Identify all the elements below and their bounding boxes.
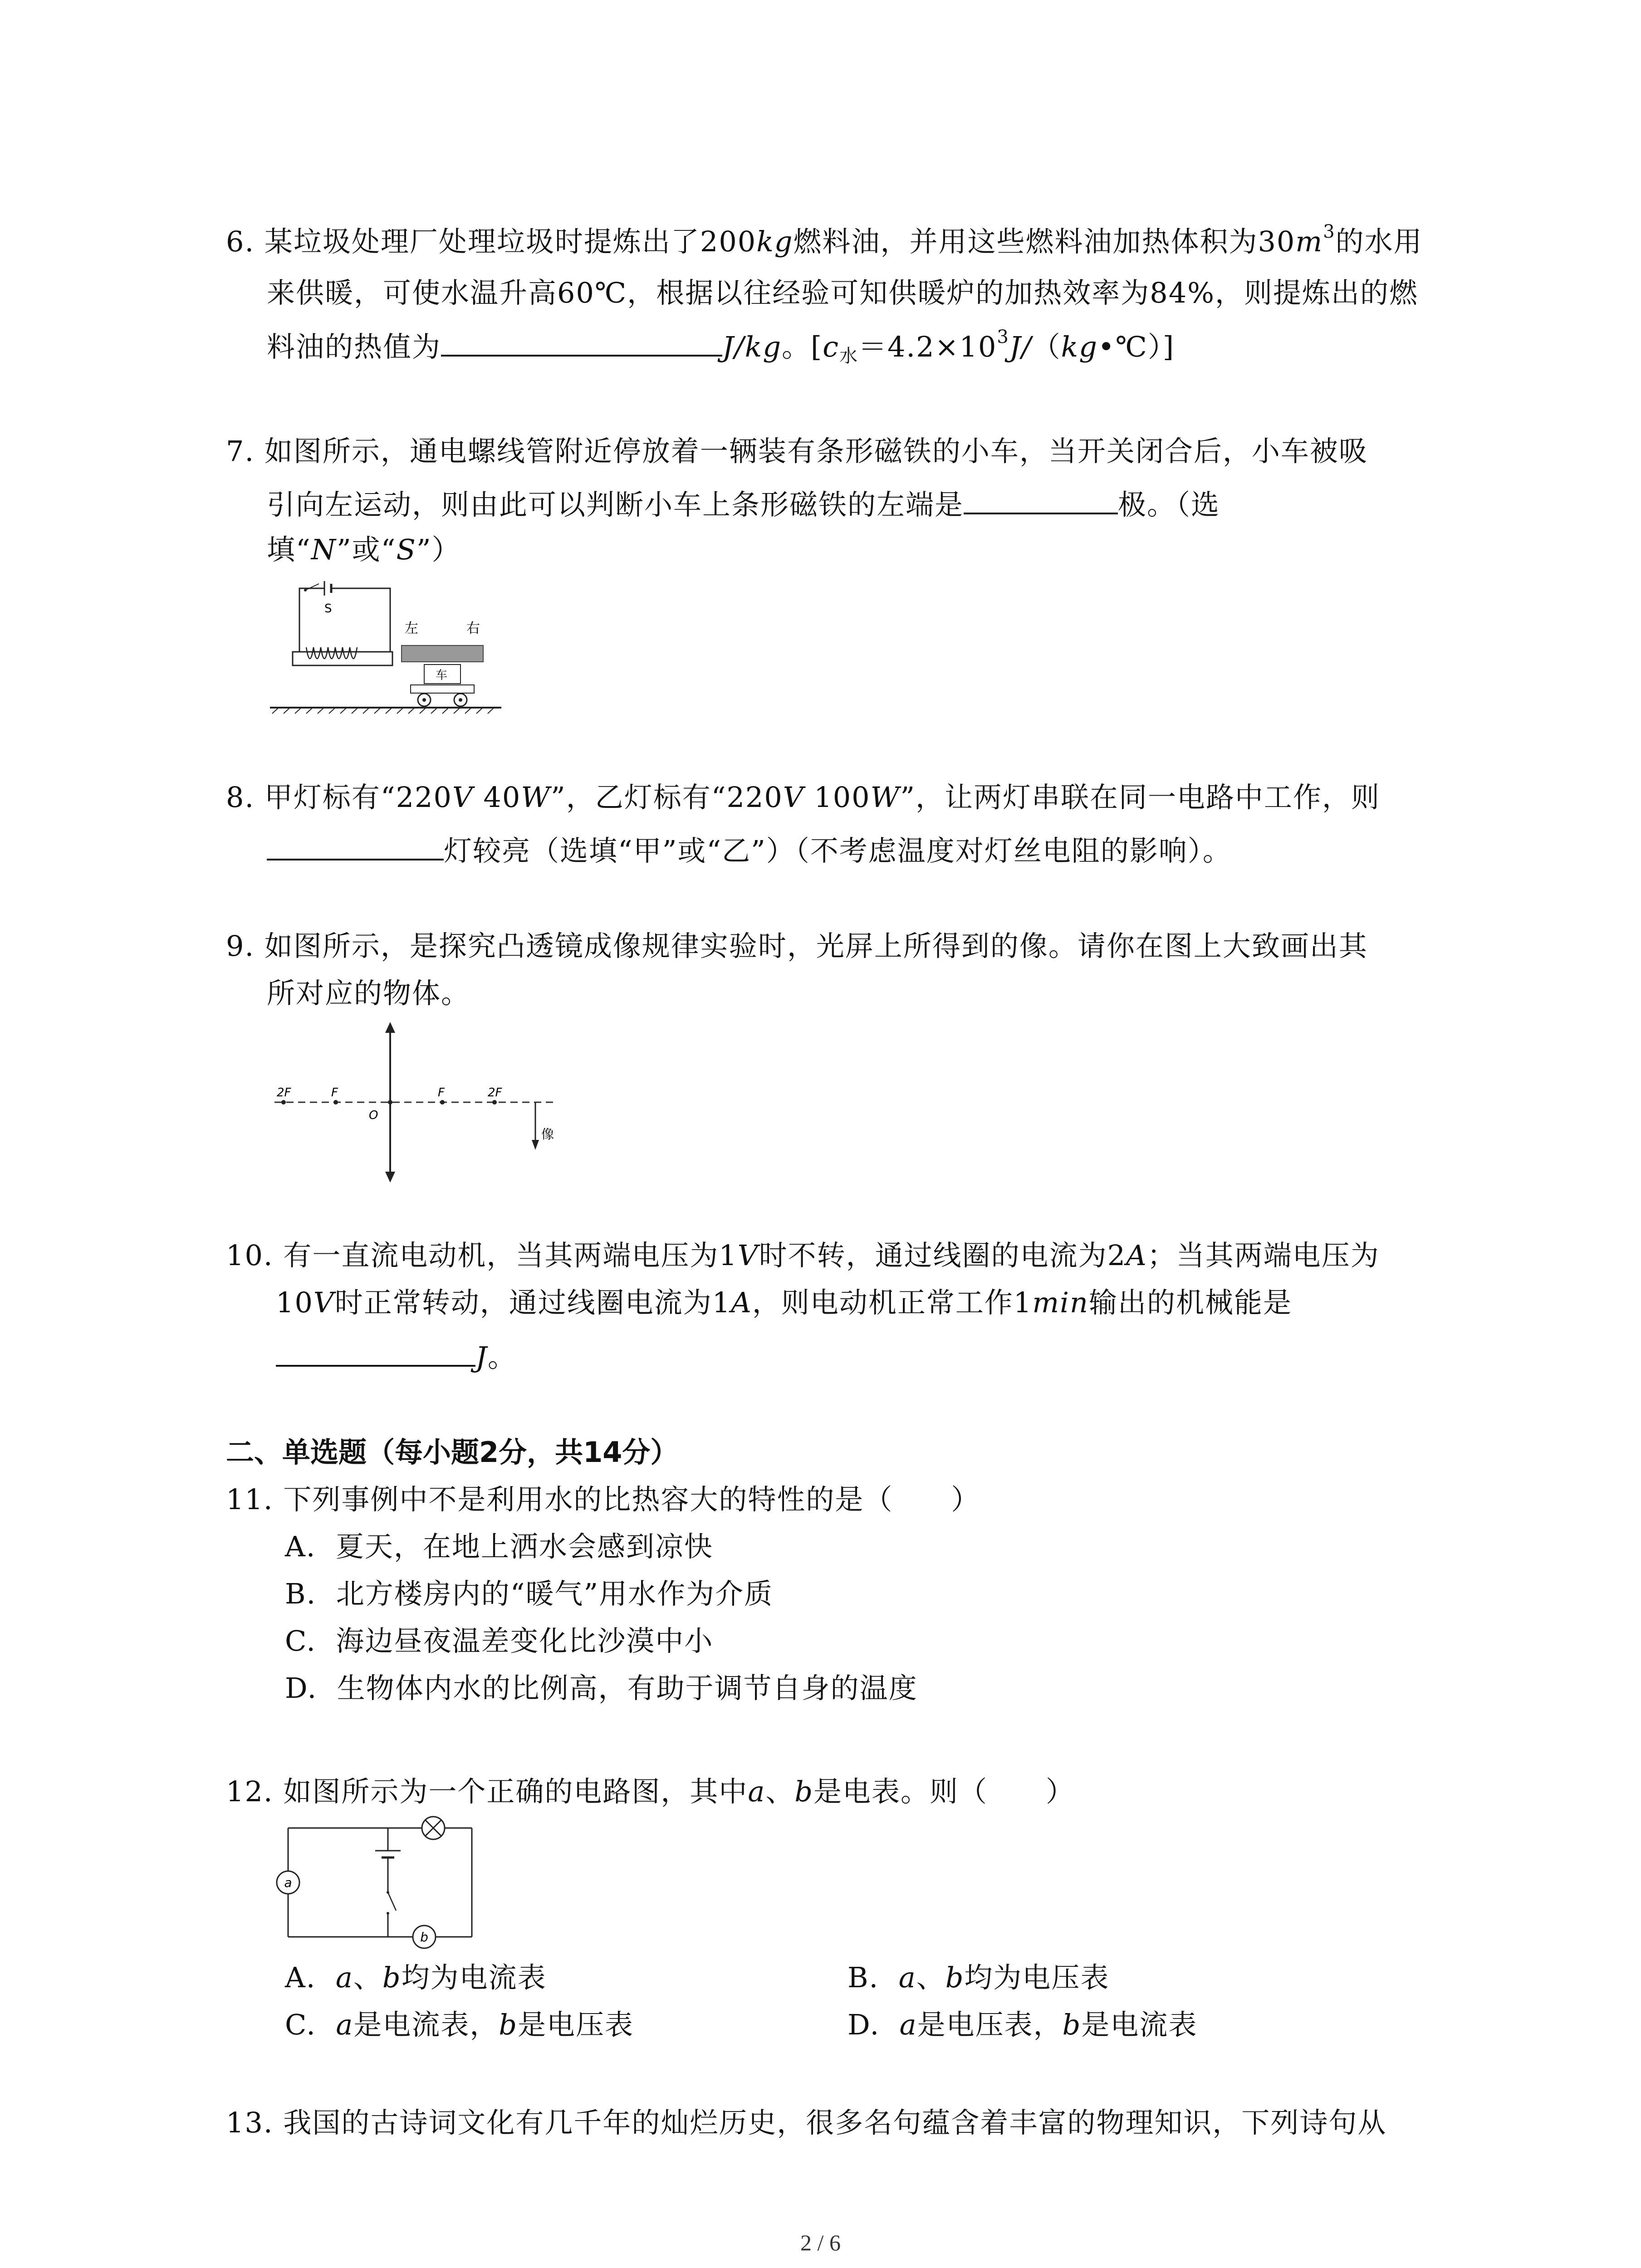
- q13-number: 13.: [226, 2106, 274, 2139]
- switch-label: S: [324, 602, 332, 616]
- answer-blank[interactable]: [441, 327, 722, 357]
- q10-line-3: J。: [276, 1337, 517, 1375]
- point-2f-right: 2F: [488, 1086, 502, 1100]
- q7-line-1: 7. 如图所示，通电螺线管附近停放着一辆装有条形磁铁的小车，当开关闭合后，小车被吸: [226, 435, 1368, 468]
- magnet-left-label: 左: [405, 621, 418, 636]
- q12-option-d[interactable]: D. a是电压表，b是电流表: [847, 2008, 1198, 2041]
- image-label: 像: [541, 1127, 554, 1142]
- q12-option-a[interactable]: A. a、b均为电流表: [285, 1961, 547, 1994]
- q9-number: 9.: [226, 929, 255, 963]
- switch: [305, 584, 319, 590]
- circuit-figure: [274, 1814, 483, 1950]
- q6-number: 6.: [226, 225, 255, 258]
- q11-option-a[interactable]: A. 夏天，在地上洒水会感到凉快: [285, 1530, 713, 1563]
- point-f-left: F: [331, 1086, 338, 1100]
- q11-option-c[interactable]: C. 海边昼夜温差变化比沙漠中小: [285, 1624, 714, 1657]
- q8-line-1: 8. 甲灯标有“220V 40W”，乙灯标有“220V 100W”，让两灯串联在同一电路中工作，则: [226, 781, 1381, 814]
- answer-blank[interactable]: [267, 831, 444, 860]
- q6-line-3: 料油的热值为 J/kg。$[c_水=4.2\times 10^3J/(kg•℃)]$: [267, 327, 1175, 367]
- point-f-right: F: [438, 1086, 445, 1100]
- q13-line-1: 13. 我国的古诗词文化有几千年的灿烂历史，很多名句蕴含着丰富的物理知识，下列诗句从: [226, 2106, 1387, 2139]
- lens-arrow-bottom: [385, 1172, 395, 1183]
- cart-label: 车: [436, 669, 448, 682]
- q12-option-c[interactable]: C. a是电流表，b是电压表: [285, 2008, 634, 2041]
- q8-number: 8.: [226, 781, 255, 814]
- q10-line-1: 10. 有一直流电动机，当其两端电压为1V时不转，通过线圈的电流为2A；当其两端电压为: [226, 1239, 1380, 1272]
- bar-magnet: [402, 645, 483, 662]
- solenoid-cart-figure: [265, 578, 510, 723]
- q9-line-1: 9. 如图所示，是探究凸透镜成像规律实验时，光屏上所得到的像。请你在图上大致画出其: [226, 929, 1368, 963]
- q11-stem: 11. 下列事例中不是利用水的比热容大的特性的是（ ）: [226, 1483, 980, 1516]
- convex-lens-figure: [265, 1018, 565, 1186]
- q6-line-1: 6. 某垃圾处理厂处理垃圾时提炼出了200kg燃料油，并用这些燃料油加热体积为$30m^3$的水用: [226, 221, 1423, 258]
- switch: [388, 1892, 396, 1911]
- answer-blank[interactable]: [276, 1337, 475, 1367]
- q12-option-b[interactable]: B. a、b均为电压表: [847, 1961, 1110, 1994]
- q11-option-d[interactable]: D. 生物体内水的比例高，有助于调节自身的温度: [285, 1672, 918, 1705]
- q11-number: 11.: [226, 1483, 274, 1516]
- magnet-right-label: 右: [466, 621, 480, 636]
- q6-line-2: 来供暖，可使水温升高60℃，根据以往经验可知供暖炉的加热效率为84%，则提炼出的燃: [267, 276, 1419, 309]
- lens-arrow-top: [385, 1022, 395, 1033]
- answer-blank[interactable]: [964, 484, 1118, 514]
- meter-a-label: a: [284, 1875, 292, 1890]
- q9-line-2: 所对应的物体。: [267, 977, 470, 1010]
- meter-b-label: b: [420, 1930, 428, 1945]
- section-heading: 二、单选题（每小题2分，共14分）: [226, 1436, 679, 1469]
- q12-stem: 12. 如图所示为一个正确的电路图，其中a、b是电表。则（ ）: [226, 1775, 1075, 1808]
- q8-line-2: 灯较亮（选填“甲”或“乙”）（不考虑温度对灯丝电阻的影响）。: [267, 831, 1232, 869]
- q11-option-b[interactable]: B. 北方楼房内的“暖气”用水作为介质: [285, 1577, 774, 1610]
- q7-line-2: 引向左运动，则由此可以判断小车上条形磁铁的左端是 极。（选: [267, 484, 1220, 523]
- point-2f-left: 2F: [277, 1086, 291, 1100]
- q12-number: 12.: [226, 1775, 274, 1808]
- q10-line-2: 10V时正常转动，通过线圈电流为1A，则电动机正常工作1min输出的机械能是: [276, 1286, 1292, 1319]
- page-number: 2 / 6: [800, 2230, 841, 2255]
- q7-line-3: 填“N”或“S”）: [267, 533, 461, 566]
- point-o: O: [369, 1109, 378, 1122]
- q7-number: 7.: [226, 435, 255, 468]
- q10-number: 10.: [226, 1239, 274, 1272]
